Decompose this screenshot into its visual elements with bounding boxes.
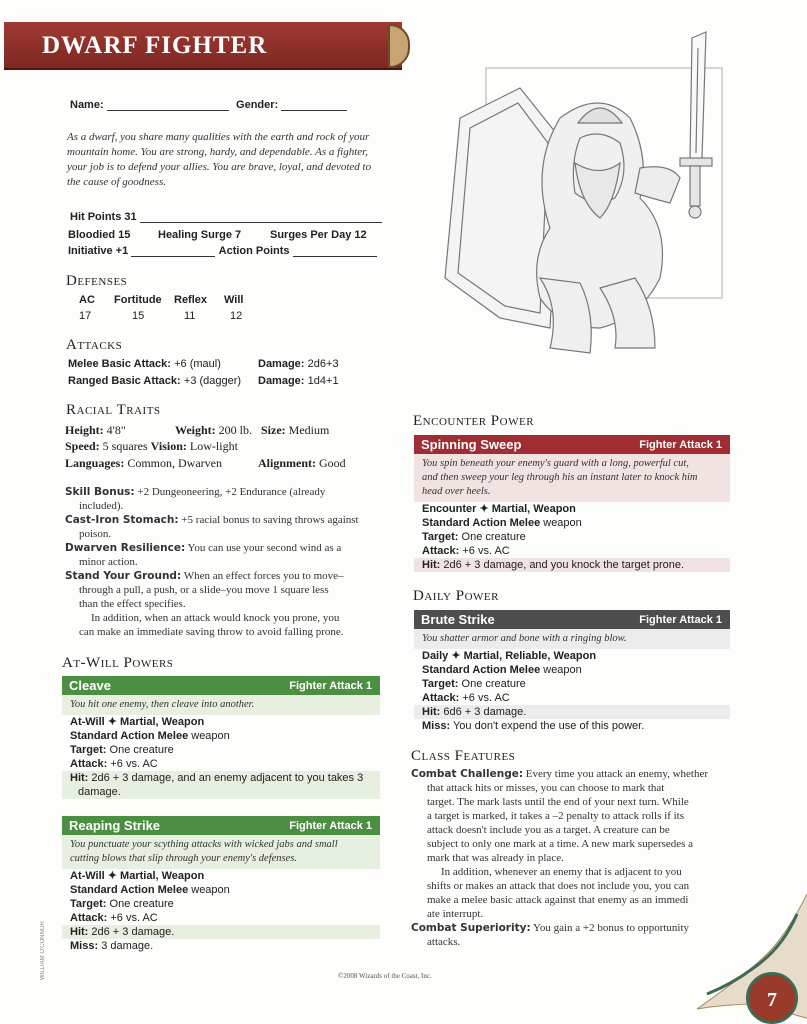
power-flavor: You punctuate your scything attacks with wicked jabs and small cutting blows that slip through your enemy's defenses. (62, 835, 380, 869)
page-number: 7 (746, 972, 798, 1024)
power-details: Encounter ✦ Martial, Weapon Standard Action Melee weapon Target: One creature Attack: +6 vs. AC Hit: 2d6 + 3 damage, and you knock the target prone. (414, 502, 730, 572)
encounter-heading: Encounter Power (413, 413, 535, 429)
ranged-value: +3 (dagger) (183, 375, 242, 387)
ranged-damage: 1d4+1 (307, 375, 339, 387)
power-flavor: You spin beneath your enemy's guard with a long, powerful cut, and then sweep your leg through his an instant later to knock him head over heels. (414, 454, 730, 502)
power-type: Fighter Attack 1 (289, 680, 372, 692)
vision-value: Low-light (189, 439, 238, 453)
bloodied: Bloodied 15 (68, 229, 131, 241)
hit-points-row (70, 211, 382, 223)
action-points-field[interactable] (293, 246, 377, 257)
combat-challenge: Combat Challenge: Every time you attack an enemy, whether (411, 768, 709, 780)
fortitude-label: Fortitude (114, 294, 162, 306)
reflex-value: 11 (184, 310, 196, 322)
attacks-heading: Attacks (66, 337, 123, 353)
power-name: Reaping Strike (69, 818, 161, 833)
ac-label: AC (79, 294, 95, 306)
healing-surge: Healing Surge 7 (158, 229, 242, 241)
power-name: Cleave (69, 678, 111, 693)
languages-label: Languages: (65, 456, 125, 470)
name-field[interactable] (107, 100, 229, 111)
speed-value: 5 squares (102, 439, 148, 453)
height-value: 4'8" (106, 423, 126, 437)
scroll-ornament (388, 24, 410, 68)
power-type: Fighter Attack 1 (289, 820, 372, 832)
trait-dwarven-resilience: Dwarven Resilience: You can use your second wind as a (65, 542, 342, 554)
will-label: Will (224, 294, 244, 306)
weight-label: Weight: (175, 423, 216, 437)
power-flavor: You shatter armor and bone with a ringing blow. (414, 629, 730, 649)
melee-label: Melee Basic Attack: (68, 358, 171, 370)
ranged-attack-row (68, 375, 388, 387)
ac-value: 17 (79, 310, 92, 322)
power-details: At-Will ✦ Martial, Weapon Standard Action Melee weapon Target: One creature Attack: +6 vs. AC Hit: 2d6 + 3 damage. Miss: 3 damage. (62, 869, 380, 953)
surge-row (68, 229, 384, 241)
trait-stand-your-ground: Stand Your Ground: When an effect forces you to move– (65, 570, 344, 582)
alignment-value: Good (319, 456, 346, 470)
size-label: Size: (261, 423, 286, 437)
at-will-heading: At-Will Powers (62, 655, 174, 671)
alignment-label: Alignment: (258, 456, 316, 470)
traits-list: Skill Bonus: +2 Dungeoneering, +2 Endurance (already included). Cast-Iron Stomach: +5 racial bonus to saving throws against poison. Dwarven Resilience: You can use your second wind as a minor action. Stand Your Ground: When an effect forces you to move– through a pull, a push, or a slide–you move 1 square less than the effect specifies. In addition, when an attack would knock you prone, you can make an immediate saving throw to avoid falling prone. (65, 485, 385, 639)
combat-superiority: Combat Superiority: You gain a +2 bonus to opportunity (411, 922, 690, 934)
class-features-text: Combat Challenge: Every time you attack an enemy, whether that attack hits or misses, you can choose to mark that target. The mark lasts until the end of your next turn. While a target is marked, it takes a –2 penalty to attack rolls if its attack doesn't include you as a target. A creature can be subject to only one mark at a time. A new mark supersedes a mark that was already in place. In addition, whenever an enemy that is adjacent to you shifts or makes an attack that does not include you, you can make a melee basic attack against that enemy as an immedi ate interrupt. Combat Superiority: You gain a +2 bonus to opportunity attacks. (411, 767, 731, 949)
page-title: DWARF FIGHTER (42, 32, 268, 59)
gender-field[interactable] (281, 100, 347, 111)
dwarf-fighter-illustration (410, 28, 730, 373)
class-features-heading: Class Features (411, 748, 516, 764)
power-cleave (62, 676, 380, 799)
power-name: Spinning Sweep (421, 437, 522, 452)
vision-label: Vision: (150, 439, 187, 453)
power-bar (414, 610, 730, 629)
power-reaping-strike (62, 816, 380, 953)
power-bar (414, 435, 730, 454)
defenses-heading: Defenses (66, 273, 128, 289)
reflex-label: Reflex (174, 294, 208, 306)
melee-attack-row (68, 358, 388, 370)
initiative-row (68, 245, 377, 257)
power-bar (62, 816, 380, 835)
size-value: Medium (288, 423, 330, 437)
power-keywords: Daily ✦ Martial, Reliable, Weapon (422, 650, 597, 662)
languages-value: Common, Dwarven (127, 456, 222, 470)
initiative: Initiative +1 (68, 245, 129, 257)
height-row (65, 423, 385, 438)
title-banner (4, 22, 402, 70)
languages-row (65, 456, 385, 471)
speed-row (65, 439, 238, 454)
gender-label: Gender: (236, 99, 279, 111)
initiative-field[interactable] (131, 246, 215, 257)
daily-heading: Daily Power (413, 588, 499, 604)
power-keywords: At-Will ✦ Martial, Weapon (70, 716, 205, 728)
name-row (70, 99, 347, 111)
weight-value: 200 lb. (218, 423, 253, 437)
intro-text: As a dwarf, you share many qualities with the earth and rock of your mountain home. You are strong, hardy, and dependable. As a fighter, your job is to defend your allies. You are brave, loyal, and devoted to the cause of goodness. (67, 131, 372, 188)
hit-points: Hit Points 31 (70, 211, 137, 223)
artist-credit: WILLIAM O'CONNOR (40, 921, 46, 980)
action-points: Action Points (218, 245, 290, 257)
speed-label: Speed: (65, 439, 100, 453)
power-keywords: At-Will ✦ Martial, Weapon (70, 870, 205, 882)
trait-skill-bonus: Skill Bonus: +2 Dungeoneering, +2 Endurance (already (65, 486, 326, 498)
melee-damage: 2d6+3 (307, 358, 339, 370)
power-spinning-sweep (414, 435, 730, 572)
ranged-damage-label: Damage: (258, 375, 305, 387)
copyright: ©2008 Wizards of the Coast, Inc. (338, 972, 432, 980)
fortitude-value: 15 (132, 310, 145, 322)
ranged-label: Ranged Basic Attack: (68, 375, 181, 387)
melee-damage-label: Damage: (258, 358, 305, 370)
trait-cast-iron-stomach: Cast-Iron Stomach: +5 racial bonus to saving throws against (65, 514, 359, 526)
power-details: Daily ✦ Martial, Reliable, Weapon Standard Action Melee weapon Target: One creature Attack: +6 vs. AC Hit: 6d6 + 3 damage. Miss: You don't expend the use of this power. (414, 649, 730, 733)
racial-traits-heading: Racial Traits (66, 402, 161, 418)
power-details: At-Will ✦ Martial, Weapon Standard Action Melee weapon Target: One creature Attack: +6 vs. AC Hit: 2d6 + 3 damage, and an enemy adjacent to you takes 3 damage. (62, 715, 380, 799)
power-flavor: You hit one enemy, then cleave into another. (62, 695, 380, 715)
power-name: Brute Strike (421, 612, 495, 627)
name-label: Name: (70, 99, 104, 111)
will-value: 12 (230, 310, 243, 322)
melee-value: +6 (maul) (174, 358, 221, 370)
height-label: Height: (65, 423, 104, 437)
power-bar (62, 676, 380, 695)
power-type: Fighter Attack 1 (639, 439, 722, 451)
surges-per-day: Surges Per Day 12 (270, 229, 367, 241)
power-brute-strike (414, 610, 730, 733)
power-type: Fighter Attack 1 (639, 614, 722, 626)
hit-points-field[interactable] (140, 212, 382, 223)
power-keywords: Encounter ✦ Martial, Weapon (422, 503, 576, 515)
